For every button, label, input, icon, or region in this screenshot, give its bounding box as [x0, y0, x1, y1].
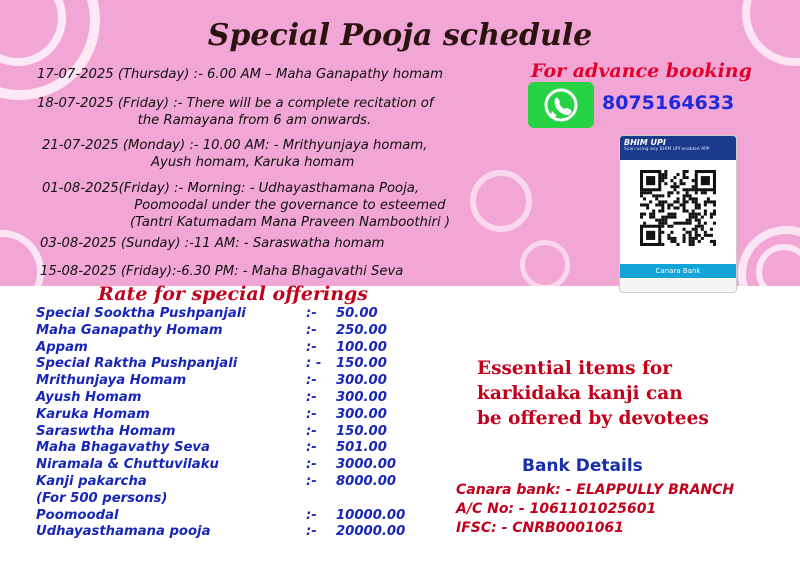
schedule-line: 03-08-2025 (Sunday) :-11 AM: - Saraswatha homam [40, 236, 385, 251]
bank-branch: Canara bank: - ELAPPULLY BRANCH [456, 482, 735, 498]
bank-details-title: Bank Details [522, 456, 643, 476]
schedule-item [42, 180, 450, 231]
schedule-line: Ayush homam, Karuka homam [42, 155, 355, 170]
rates-title: Rate for special offerings [98, 283, 368, 305]
rate-name: Maha Ganapathy Homam [36, 322, 223, 338]
schedule-line: (Tantri Katumadam Mana Praveen Namboothiri ) [42, 215, 450, 230]
upi-header [620, 136, 736, 160]
rate-separator: :- [306, 306, 317, 321]
whatsapp-icon [528, 82, 594, 128]
upi-brand: BHIM UPI [624, 138, 666, 147]
rate-name: Niramala & Chuttuvilaku [36, 457, 219, 473]
rate-name: Maha Bhagavathy Seva [36, 440, 210, 456]
rate-separator: :- [306, 339, 317, 355]
upi-scan-text: Scan using any BHIM UPI enabled APP [624, 147, 710, 152]
schedule-item [42, 137, 427, 171]
booking-phone: 8075164633 [602, 92, 735, 114]
schedule-item [37, 66, 443, 83]
rate-price: 501.00 [336, 440, 387, 456]
rate-name: Special Raktha Pushpanjali [36, 356, 238, 372]
rate-separator: :- [306, 474, 317, 489]
rate-name: Poomoodal [36, 507, 119, 523]
schedule-line: 01-08-2025(Friday) :- Morning: - Udhayasthamana Pooja, [42, 181, 420, 196]
qr-code [620, 160, 736, 260]
upi-qr-card [619, 135, 737, 293]
rate-name: (For 500 persons) [36, 490, 168, 506]
rate-separator: :- [306, 390, 317, 405]
bank-ifsc: IFSC: - CNRB0001061 [456, 520, 624, 536]
rate-price: 8000.00 [336, 474, 397, 489]
advance-booking-label: For advance booking [531, 60, 752, 82]
rate-name: Karuka Homam [36, 406, 150, 422]
rate-price: 3000.00 [336, 457, 397, 473]
rate-name: Kanji pakarcha [36, 474, 147, 489]
rate-name: Ayush Homam [36, 390, 142, 405]
rate-price: 100.00 [336, 339, 387, 355]
schedule-item [37, 95, 433, 129]
rate-name: Saraswtha Homam [36, 423, 176, 439]
bank-account-number: A/C No: - 1061101025601 [456, 501, 657, 517]
rate-name: Udhayasthamana pooja [36, 524, 211, 540]
rate-separator: :- [306, 507, 317, 523]
rate-separator: : - [306, 356, 322, 372]
schedule-item [40, 263, 403, 280]
page-title: Special Pooja schedule [207, 18, 593, 53]
rate-price: 10000.00 [336, 507, 406, 523]
rate-price: 150.00 [336, 356, 387, 372]
rate-price: 150.00 [336, 423, 387, 439]
rate-separator: :- [306, 524, 317, 540]
schedule-line: 17-07-2025 (Thursday) :- 6.00 AM – Maha Ganapathy homam [37, 67, 443, 82]
essential-line: karkidaka kanji can [477, 383, 683, 404]
rate-price: 250.00 [336, 322, 387, 338]
schedule-line: Poomoodal under the governance to esteemed [42, 198, 446, 213]
schedule-item [40, 235, 385, 252]
rate-price: 50.00 [336, 306, 378, 321]
essential-line: be offered by devotees [477, 408, 709, 429]
rate-price: 300.00 [336, 390, 387, 405]
essential-line: Essential items for [477, 358, 672, 379]
rate-price: 20000.00 [336, 524, 406, 540]
rate-separator: :- [306, 322, 317, 338]
decor-circle-bottom-center [520, 240, 570, 286]
schedule-line: 15-08-2025 (Friday):-6.30 PM: - Maha Bhagavathi Seva [40, 264, 404, 279]
rate-name: Mrithunjaya Homam [36, 373, 187, 389]
essential-items-note [477, 356, 709, 431]
rate-separator: :- [306, 406, 317, 422]
schedule-line: 18-07-2025 (Friday) :- There will be a complete recitation of [37, 96, 434, 111]
upi-bank: Canara Bank [620, 264, 736, 278]
rate-price: 300.00 [336, 373, 387, 389]
rate-separator: :- [306, 423, 317, 439]
decor-circle-mid-left [0, 230, 44, 286]
rate-separator: :- [306, 457, 317, 473]
decor-circle-center [470, 170, 532, 232]
rate-name: Appam [36, 339, 88, 355]
rate-separator: :- [306, 440, 317, 456]
rate-name: Special Sooktha Pushpanjali [36, 306, 246, 321]
schedule-line: 21-07-2025 (Monday) :- 10.00 AM: - Mrithyunjaya homam, [42, 138, 428, 153]
rate-separator: :- [306, 373, 317, 389]
schedule-line: the Ramayana from 6 am onwards. [37, 113, 372, 128]
upi-payment-logos [620, 278, 736, 293]
rate-price: 300.00 [336, 406, 387, 422]
